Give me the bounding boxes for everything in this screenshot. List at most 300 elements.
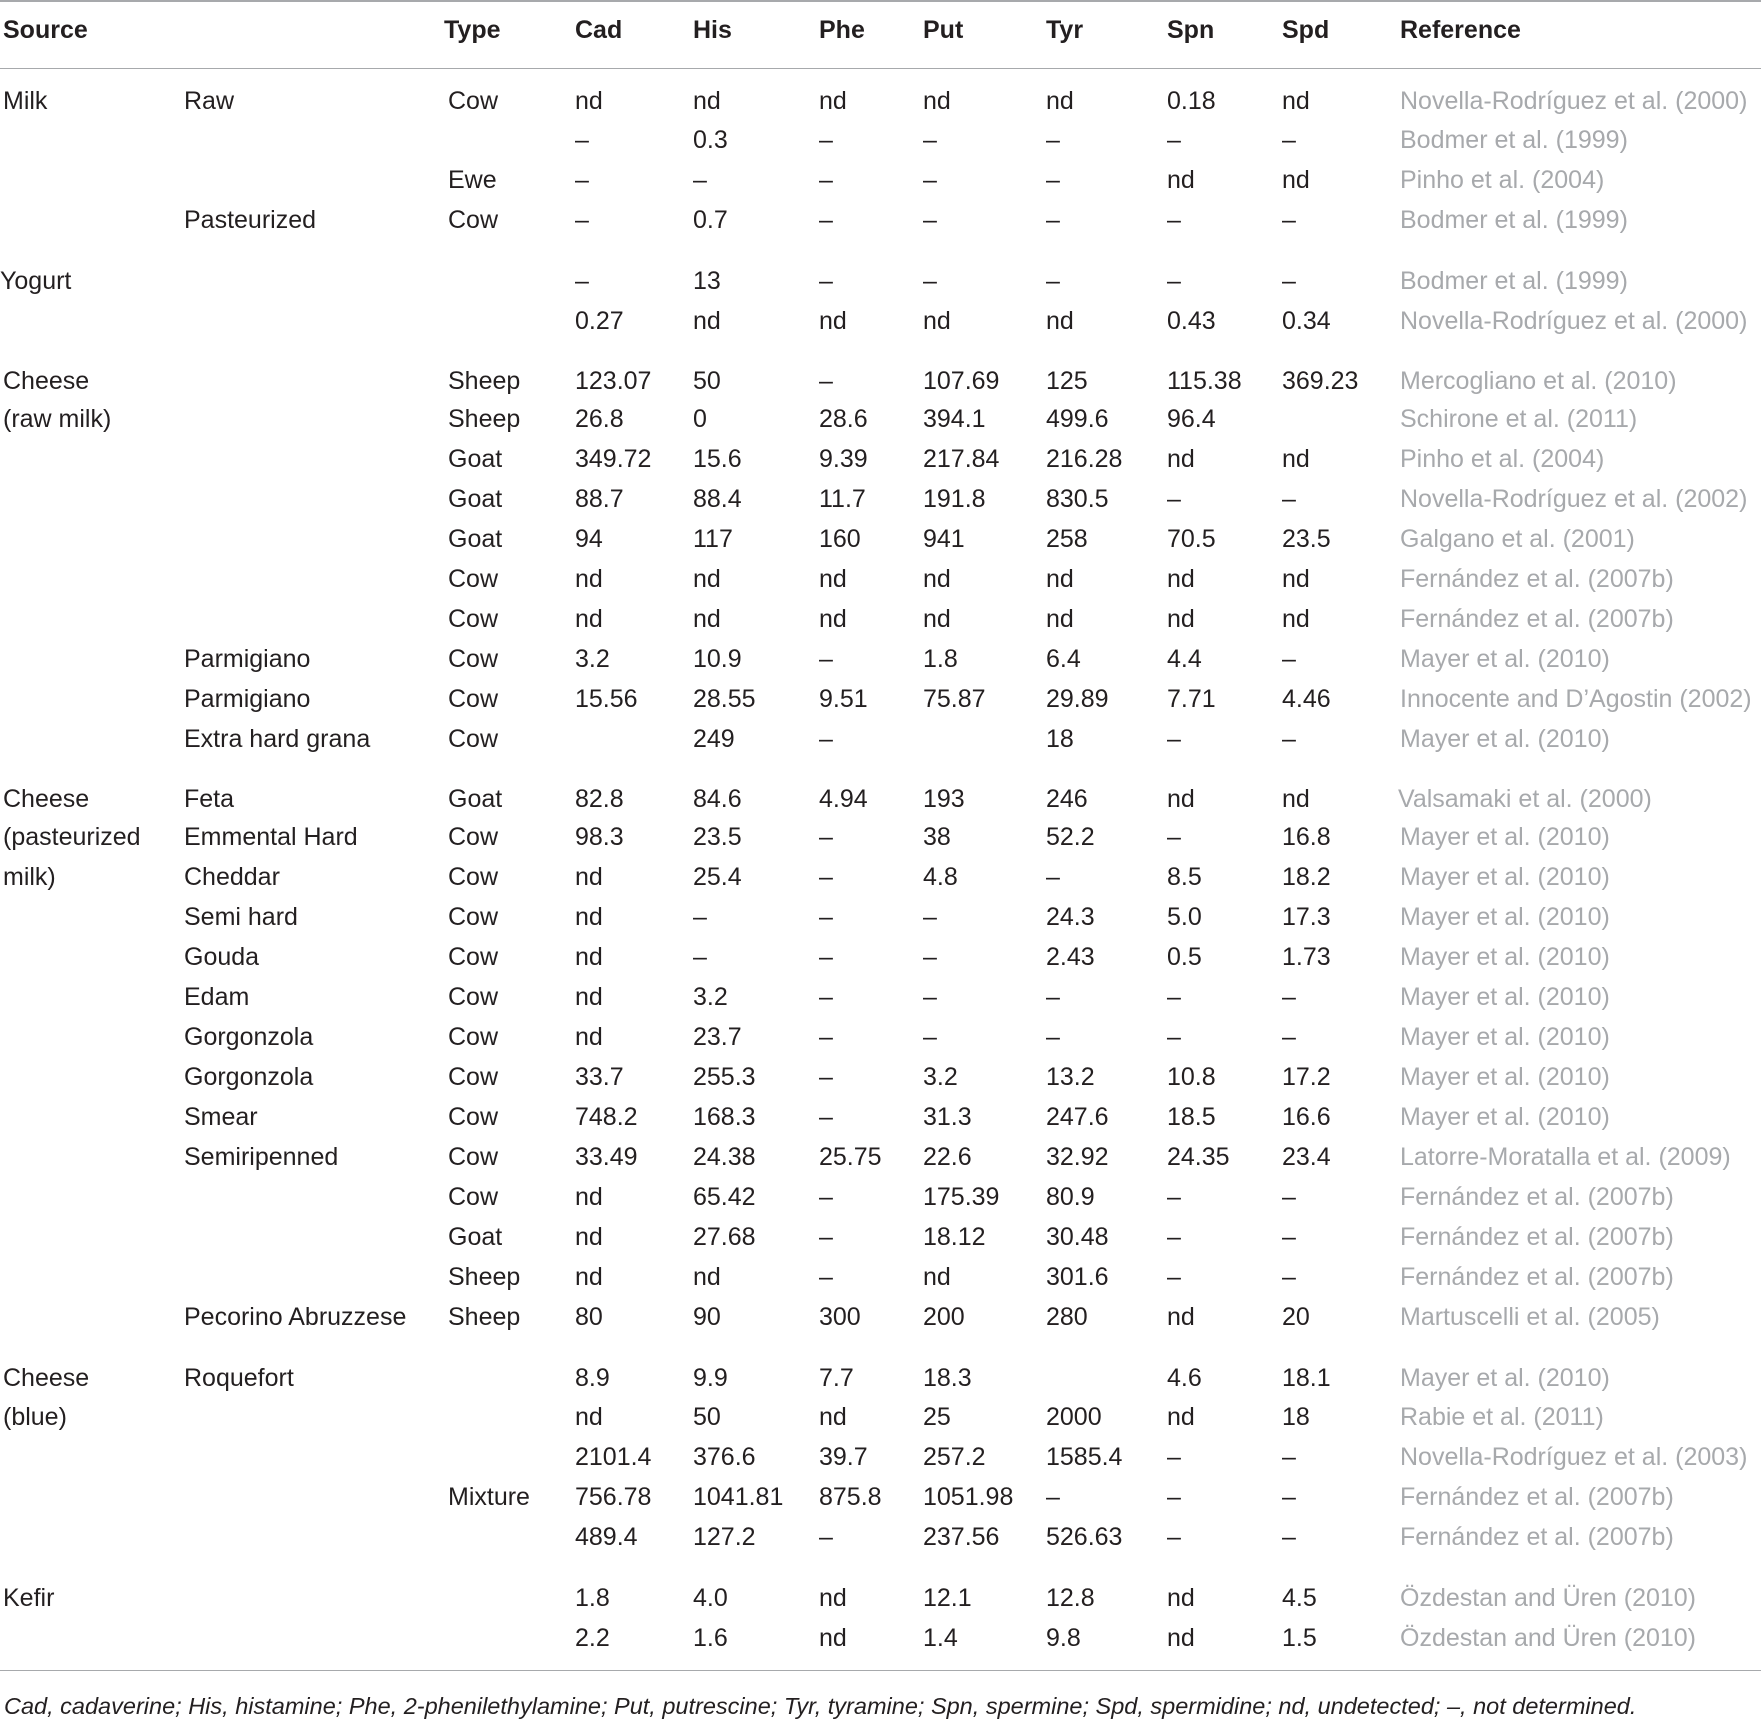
- cell-tyr: –: [1046, 983, 1060, 1011]
- cell-phe: –: [819, 1183, 833, 1211]
- cell-tyr: –: [1046, 1483, 1060, 1511]
- cell-reference: Mayer et al. (2010): [1400, 1364, 1610, 1392]
- cell-reference: Fernández et al. (2007b): [1400, 1263, 1674, 1291]
- cell-put: 4.8: [923, 863, 958, 891]
- cell-spn: –: [1167, 485, 1181, 513]
- cell-subtype: Semi hard: [184, 903, 298, 931]
- cell-tyr: –: [1046, 206, 1060, 234]
- cell-spd: –: [1282, 1263, 1296, 1291]
- cell-reference: Özdestan and Üren (2010): [1400, 1624, 1697, 1652]
- cell-cad: 349.72: [575, 445, 652, 473]
- cell-put: 18.3: [923, 1364, 972, 1392]
- cell-his: 255.3: [693, 1063, 756, 1091]
- cell-source: Cheese: [3, 367, 90, 395]
- cell-tyr: nd: [1046, 87, 1074, 115]
- cell-his: 3.2: [693, 983, 728, 1011]
- cell-type: Cow: [448, 1023, 499, 1051]
- cell-tyr: nd: [1046, 605, 1074, 633]
- cell-subtype: Gouda: [184, 943, 260, 971]
- cell-phe: –: [819, 983, 833, 1011]
- cell-type: Cow: [448, 565, 499, 593]
- cell-subtype: Parmigiano: [184, 685, 311, 713]
- cell-his: 25.4: [693, 863, 742, 891]
- cell-put: 941: [923, 525, 965, 553]
- cell-spn: nd: [1167, 1403, 1195, 1431]
- cell-phe: 4.94: [819, 785, 868, 813]
- cell-his: 23.5: [693, 823, 742, 851]
- cell-phe: 875.8: [819, 1483, 882, 1511]
- cell-cad: 8.9: [575, 1364, 610, 1392]
- cell-cad: 33.7: [575, 1063, 624, 1091]
- cell-reference: Mayer et al. (2010): [1400, 1103, 1610, 1131]
- cell-spn: 115.38: [1167, 367, 1242, 395]
- cell-type: Cow: [448, 1143, 499, 1171]
- cell-cad: nd: [575, 1223, 603, 1251]
- cell-his: 10.9: [693, 645, 742, 673]
- cell-spd: 1.5: [1282, 1624, 1317, 1652]
- cell-tyr: 80.9: [1046, 1183, 1095, 1211]
- cell-put: 1.8: [923, 645, 958, 673]
- cell-his: 127.2: [693, 1523, 756, 1551]
- cell-spn: –: [1167, 267, 1181, 295]
- cell-type: Cow: [448, 823, 499, 851]
- cell-his: 23.7: [693, 1023, 742, 1051]
- cell-spd: 18: [1282, 1403, 1310, 1431]
- cell-spn: 5.0: [1167, 903, 1202, 931]
- cell-subtype: Pasteurized: [184, 206, 317, 234]
- cell-tyr: –: [1046, 166, 1060, 194]
- cell-his: –: [693, 903, 707, 931]
- cell-his: –: [693, 166, 707, 194]
- cell-tyr: 258: [1046, 525, 1088, 553]
- cell-subtype: Smear: [184, 1103, 258, 1131]
- cell-phe: 11.7: [819, 485, 866, 513]
- cell-type: Cow: [448, 1183, 499, 1211]
- cell-reference: Mayer et al. (2010): [1400, 943, 1610, 971]
- cell-spn: nd: [1167, 785, 1195, 813]
- cell-phe: 9.39: [819, 445, 868, 473]
- cell-his: nd: [693, 565, 721, 593]
- cell-spd: 18.1: [1282, 1364, 1331, 1392]
- cell-source: Yogurt: [0, 267, 72, 295]
- cell-spn: –: [1167, 1443, 1181, 1471]
- header-put: Put: [923, 16, 964, 44]
- header-reference: Reference: [1400, 16, 1521, 44]
- cell-his: 9.9: [693, 1364, 728, 1392]
- cell-his: –: [693, 943, 707, 971]
- cell-his: 50: [693, 1403, 721, 1431]
- cell-reference: Fernández et al. (2007b): [1400, 1183, 1674, 1211]
- cell-type: Ewe: [448, 166, 497, 194]
- cell-type: Sheep: [448, 1303, 521, 1331]
- cell-phe: –: [819, 1063, 833, 1091]
- cell-spd: –: [1282, 267, 1296, 295]
- cell-cad: 2101.4: [575, 1443, 652, 1471]
- cell-subtype: Extra hard grana: [184, 725, 371, 753]
- cell-source: milk): [3, 863, 56, 891]
- cell-spn: 10.8: [1167, 1063, 1216, 1091]
- cell-phe: –: [819, 1223, 833, 1251]
- cell-source: (blue): [3, 1403, 67, 1431]
- header-his: His: [693, 16, 732, 44]
- cell-source: Milk: [3, 87, 48, 115]
- cell-tyr: 2.43: [1046, 943, 1095, 971]
- cell-reference: Bodmer et al. (1999): [1400, 126, 1628, 154]
- cell-cad: nd: [575, 1183, 603, 1211]
- cell-cad: –: [575, 267, 589, 295]
- cell-reference: Bodmer et al. (1999): [1400, 267, 1628, 295]
- cell-reference: Fernández et al. (2007b): [1400, 605, 1674, 633]
- cell-spn: –: [1167, 1263, 1181, 1291]
- cell-spn: nd: [1167, 445, 1195, 473]
- cell-cad: nd: [575, 1403, 603, 1431]
- cell-tyr: 1585.4: [1046, 1443, 1123, 1471]
- cell-put: 237.56: [923, 1523, 1000, 1551]
- cell-reference: Novella-Rodríguez et al. (2002): [1400, 485, 1748, 513]
- cell-cad: 94: [575, 525, 603, 553]
- cell-phe: –: [819, 943, 833, 971]
- cell-tyr: 13.2: [1046, 1063, 1095, 1091]
- cell-cad: –: [575, 206, 589, 234]
- cell-phe: nd: [819, 605, 847, 633]
- cell-his: 168.3: [693, 1103, 756, 1131]
- cell-spd: –: [1282, 485, 1296, 513]
- cell-put: 12.1: [923, 1584, 972, 1612]
- cell-spd: –: [1282, 1483, 1296, 1511]
- cell-spn: nd: [1167, 1584, 1195, 1612]
- cell-spd: nd: [1282, 166, 1310, 194]
- cell-spd: –: [1282, 206, 1296, 234]
- cell-his: 50: [693, 367, 721, 395]
- cell-put: nd: [923, 605, 951, 633]
- cell-reference: Mayer et al. (2010): [1400, 863, 1610, 891]
- cell-reference: Mayer et al. (2010): [1400, 1023, 1610, 1051]
- cell-put: 25: [923, 1403, 951, 1431]
- cell-spd: –: [1282, 1223, 1296, 1251]
- cell-phe: –: [819, 1263, 833, 1291]
- cell-tyr: 125: [1046, 367, 1088, 395]
- cell-his: nd: [693, 307, 721, 335]
- cell-tyr: 2000: [1046, 1403, 1102, 1431]
- cell-phe: 9.51: [819, 685, 868, 713]
- cell-type: Goat: [448, 1223, 503, 1251]
- cell-phe: nd: [819, 1403, 847, 1431]
- cell-tyr: 280: [1046, 1303, 1088, 1331]
- cell-spd: 16.6: [1282, 1103, 1331, 1131]
- cell-cad: –: [575, 166, 589, 194]
- cell-cad: nd: [575, 87, 603, 115]
- cell-reference: Fernández et al. (2007b): [1400, 1223, 1674, 1251]
- cell-spn: 18.5: [1167, 1103, 1216, 1131]
- cell-phe: nd: [819, 565, 847, 593]
- cell-type: Cow: [448, 206, 499, 234]
- cell-spd: –: [1282, 1023, 1296, 1051]
- cell-his: 88.4: [693, 485, 742, 513]
- cell-put: –: [923, 166, 937, 194]
- cell-spd: 369.23: [1282, 367, 1359, 395]
- header-tyr: Tyr: [1046, 16, 1084, 44]
- cell-cad: 26.8: [575, 405, 624, 433]
- cell-tyr: 216.28: [1046, 445, 1123, 473]
- cell-phe: –: [819, 903, 833, 931]
- cell-spn: –: [1167, 1223, 1181, 1251]
- cell-subtype: Semiripenned: [184, 1143, 339, 1171]
- cell-reference: Latorre-Moratalla et al. (2009): [1400, 1143, 1731, 1171]
- cell-subtype: Edam: [184, 983, 250, 1011]
- cell-his: 0: [693, 405, 707, 433]
- cell-subtype: Raw: [184, 87, 235, 115]
- cell-tyr: 246: [1046, 785, 1088, 813]
- cell-tyr: 29.89: [1046, 685, 1109, 713]
- cell-tyr: 30.48: [1046, 1223, 1109, 1251]
- cell-spd: nd: [1282, 87, 1310, 115]
- cell-spd: –: [1282, 1183, 1296, 1211]
- cell-subtype: Cheddar: [184, 863, 280, 891]
- cell-phe: nd: [819, 1584, 847, 1612]
- cell-spd: 23.5: [1282, 525, 1331, 553]
- cell-reference: Mayer et al. (2010): [1400, 903, 1610, 931]
- cell-put: 1.4: [923, 1624, 958, 1652]
- cell-tyr: –: [1046, 267, 1060, 295]
- cell-reference: Novella-Rodríguez et al. (2003): [1400, 1443, 1748, 1471]
- cell-tyr: 247.6: [1046, 1103, 1109, 1131]
- cell-spn: –: [1167, 1183, 1181, 1211]
- cell-type: Cow: [448, 1063, 499, 1091]
- cell-spd: nd: [1282, 785, 1310, 813]
- cell-spd: 16.8: [1282, 823, 1331, 851]
- cell-phe: –: [819, 863, 833, 891]
- cell-phe: –: [819, 126, 833, 154]
- cell-spn: –: [1167, 823, 1181, 851]
- cell-phe: nd: [819, 1624, 847, 1652]
- cell-tyr: 301.6: [1046, 1263, 1109, 1291]
- cell-put: –: [923, 983, 937, 1011]
- cell-put: 75.87: [923, 685, 986, 713]
- cell-spd: 23.4: [1282, 1143, 1331, 1171]
- cell-phe: –: [819, 206, 833, 234]
- header-cad: Cad: [575, 16, 623, 44]
- cell-put: 175.39: [923, 1183, 1000, 1211]
- cell-put: –: [923, 943, 937, 971]
- cell-reference: Pinho et al. (2004): [1400, 166, 1605, 194]
- cell-subtype: Pecorino Abruzzese: [184, 1303, 407, 1331]
- cell-spn: –: [1167, 725, 1181, 753]
- cell-reference: Mayer et al. (2010): [1400, 1063, 1610, 1091]
- cell-tyr: –: [1046, 1023, 1060, 1051]
- cell-type: Cow: [448, 903, 499, 931]
- cell-phe: –: [819, 1103, 833, 1131]
- cell-type: Cow: [448, 983, 499, 1011]
- cell-cad: nd: [575, 1023, 603, 1051]
- cell-phe: –: [819, 367, 833, 395]
- cell-reference: Valsamaki et al. (2000): [1398, 785, 1652, 813]
- cell-cad: 82.8: [575, 785, 624, 813]
- cell-tyr: 32.92: [1046, 1143, 1109, 1171]
- cell-his: 28.55: [693, 685, 756, 713]
- cell-reference: Martuscelli et al. (2005): [1400, 1303, 1660, 1331]
- cell-spn: nd: [1167, 605, 1195, 633]
- cell-phe: 160: [819, 525, 861, 553]
- cell-put: 38: [923, 823, 951, 851]
- cell-his: 90: [693, 1303, 721, 1331]
- cell-phe: –: [819, 645, 833, 673]
- cell-phe: –: [819, 725, 833, 753]
- cell-his: 65.42: [693, 1183, 756, 1211]
- cell-tyr: 6.4: [1046, 645, 1081, 673]
- cell-source: Cheese: [3, 785, 90, 813]
- cell-type: Sheep: [448, 405, 521, 433]
- cell-spn: nd: [1167, 565, 1195, 593]
- cell-put: nd: [923, 1263, 951, 1291]
- cell-source: Kefir: [3, 1584, 55, 1612]
- cell-tyr: 12.8: [1046, 1584, 1095, 1612]
- cell-source: (pasteurized: [3, 823, 141, 851]
- cell-put: 107.69: [923, 367, 1000, 395]
- cell-spd: 4.46: [1282, 685, 1331, 713]
- cell-cad: nd: [575, 565, 603, 593]
- cell-spd: 17.3: [1282, 903, 1331, 931]
- cell-phe: 300: [819, 1303, 861, 1331]
- cell-phe: 28.6: [819, 405, 868, 433]
- cell-his: nd: [693, 1263, 721, 1291]
- cell-spn: nd: [1167, 1303, 1195, 1331]
- cell-his: 13: [693, 267, 721, 295]
- cell-tyr: 52.2: [1046, 823, 1095, 851]
- cell-tyr: nd: [1046, 565, 1074, 593]
- cell-put: nd: [923, 565, 951, 593]
- cell-spn: 0.5: [1167, 943, 1202, 971]
- cell-reference: Mayer et al. (2010): [1400, 823, 1610, 851]
- cell-spn: –: [1167, 1523, 1181, 1551]
- cell-his: 4.0: [693, 1584, 728, 1612]
- cell-phe: nd: [819, 87, 847, 115]
- cell-spn: 0.18: [1167, 87, 1216, 115]
- cell-tyr: 18: [1046, 725, 1074, 753]
- cell-spn: 4.6: [1167, 1364, 1202, 1392]
- cell-reference: Galgano et al. (2001): [1400, 525, 1635, 553]
- cell-his: nd: [693, 87, 721, 115]
- cell-put: 22.6: [923, 1143, 972, 1171]
- cell-put: –: [923, 267, 937, 295]
- cell-cad: 33.49: [575, 1143, 638, 1171]
- cell-cad: 756.78: [575, 1483, 652, 1511]
- cell-his: 117: [693, 525, 733, 553]
- cell-phe: 25.75: [819, 1143, 882, 1171]
- cell-cad: 1.8: [575, 1584, 610, 1612]
- cell-spd: –: [1282, 645, 1296, 673]
- cell-reference: Mayer et al. (2010): [1400, 645, 1610, 673]
- cell-type: Cow: [448, 87, 499, 115]
- cell-type: Sheep: [448, 1263, 521, 1291]
- cell-his: 0.3: [693, 126, 728, 154]
- header-spd: Spd: [1282, 16, 1330, 44]
- cell-type: Cow: [448, 685, 499, 713]
- cell-reference: Novella-Rodríguez et al. (2000): [1400, 307, 1748, 335]
- cell-cad: 80: [575, 1303, 603, 1331]
- cell-type: Goat: [448, 485, 503, 513]
- cell-spd: –: [1282, 1443, 1296, 1471]
- cell-put: –: [923, 126, 937, 154]
- cell-reference: Fernández et al. (2007b): [1400, 1483, 1674, 1511]
- cell-spn: –: [1167, 1023, 1181, 1051]
- cell-reference: Mercogliano et al. (2010): [1400, 367, 1677, 395]
- cell-cad: 489.4: [575, 1523, 638, 1551]
- cell-subtype: Emmental Hard: [184, 823, 358, 851]
- cell-cad: 748.2: [575, 1103, 638, 1131]
- cell-cad: 2.2: [575, 1624, 610, 1652]
- cell-spd: nd: [1282, 565, 1310, 593]
- cell-reference: Özdestan and Üren (2010): [1400, 1584, 1697, 1612]
- cell-tyr: –: [1046, 126, 1060, 154]
- cell-cad: nd: [575, 983, 603, 1011]
- cell-cad: 88.7: [575, 485, 624, 513]
- cell-subtype: Gorgonzola: [184, 1023, 314, 1051]
- cell-spn: –: [1167, 1483, 1181, 1511]
- cell-put: –: [923, 903, 937, 931]
- header-spn: Spn: [1167, 16, 1215, 44]
- cell-type: Cow: [448, 943, 499, 971]
- cell-reference: Schirone et al. (2011): [1400, 405, 1638, 433]
- bottom-rule: [0, 1670, 1761, 1671]
- cell-subtype: Feta: [184, 785, 235, 813]
- cell-reference: Mayer et al. (2010): [1400, 725, 1610, 753]
- cell-type: Cow: [448, 1103, 499, 1131]
- cell-spd: 4.5: [1282, 1584, 1317, 1612]
- cell-type: Cow: [448, 863, 499, 891]
- cell-tyr: 24.3: [1046, 903, 1095, 931]
- cell-cad: nd: [575, 1263, 603, 1291]
- cell-reference: Rabie et al. (2011): [1400, 1403, 1604, 1431]
- cell-put: 217.84: [923, 445, 1000, 473]
- header-source: Source: [3, 16, 88, 44]
- cell-put: –: [923, 1023, 937, 1051]
- cell-his: 249: [693, 725, 735, 753]
- cell-reference: Bodmer et al. (1999): [1400, 206, 1628, 234]
- cell-put: 1051.98: [923, 1483, 1014, 1511]
- cell-put: nd: [923, 87, 951, 115]
- cell-cad: –: [575, 126, 589, 154]
- cell-his: 15.6: [693, 445, 742, 473]
- cell-his: 376.6: [693, 1443, 756, 1471]
- cell-reference: Innocente and D’Agostin (2002): [1400, 685, 1752, 713]
- cell-type: Cow: [448, 645, 499, 673]
- cell-put: 31.3: [923, 1103, 972, 1131]
- cell-spd: 20: [1282, 1303, 1310, 1331]
- cell-reference: Novella-Rodríguez et al. (2000): [1400, 87, 1748, 115]
- cell-spd: –: [1282, 725, 1296, 753]
- cell-put: 394.1: [923, 405, 986, 433]
- cell-put: nd: [923, 307, 951, 335]
- cell-phe: –: [819, 823, 833, 851]
- cell-spn: nd: [1167, 166, 1195, 194]
- cell-tyr: –: [1046, 863, 1060, 891]
- cell-put: 18.12: [923, 1223, 986, 1251]
- table-footnote: Cad, cadaverine; His, histamine; Phe, 2-phenilethylamine; Put, putrescine; Tyr, tyramine; Spn, spermine; Spd, spermidine; nd, undetected; –, not determined.: [4, 1693, 1637, 1719]
- cell-reference: Fernández et al. (2007b): [1400, 565, 1674, 593]
- cell-cad: 15.56: [575, 685, 638, 713]
- cell-phe: –: [819, 1023, 833, 1051]
- header-type: Type: [444, 16, 501, 44]
- cell-spn: 4.4: [1167, 645, 1202, 673]
- cell-reference: Mayer et al. (2010): [1400, 983, 1610, 1011]
- cell-put: –: [923, 206, 937, 234]
- cell-cad: 0.27: [575, 307, 624, 335]
- cell-subtype: Gorgonzola: [184, 1063, 314, 1091]
- cell-cad: nd: [575, 943, 603, 971]
- cell-type: Goat: [448, 525, 503, 553]
- cell-reference: Fernández et al. (2007b): [1400, 1523, 1674, 1551]
- cell-spn: –: [1167, 206, 1181, 234]
